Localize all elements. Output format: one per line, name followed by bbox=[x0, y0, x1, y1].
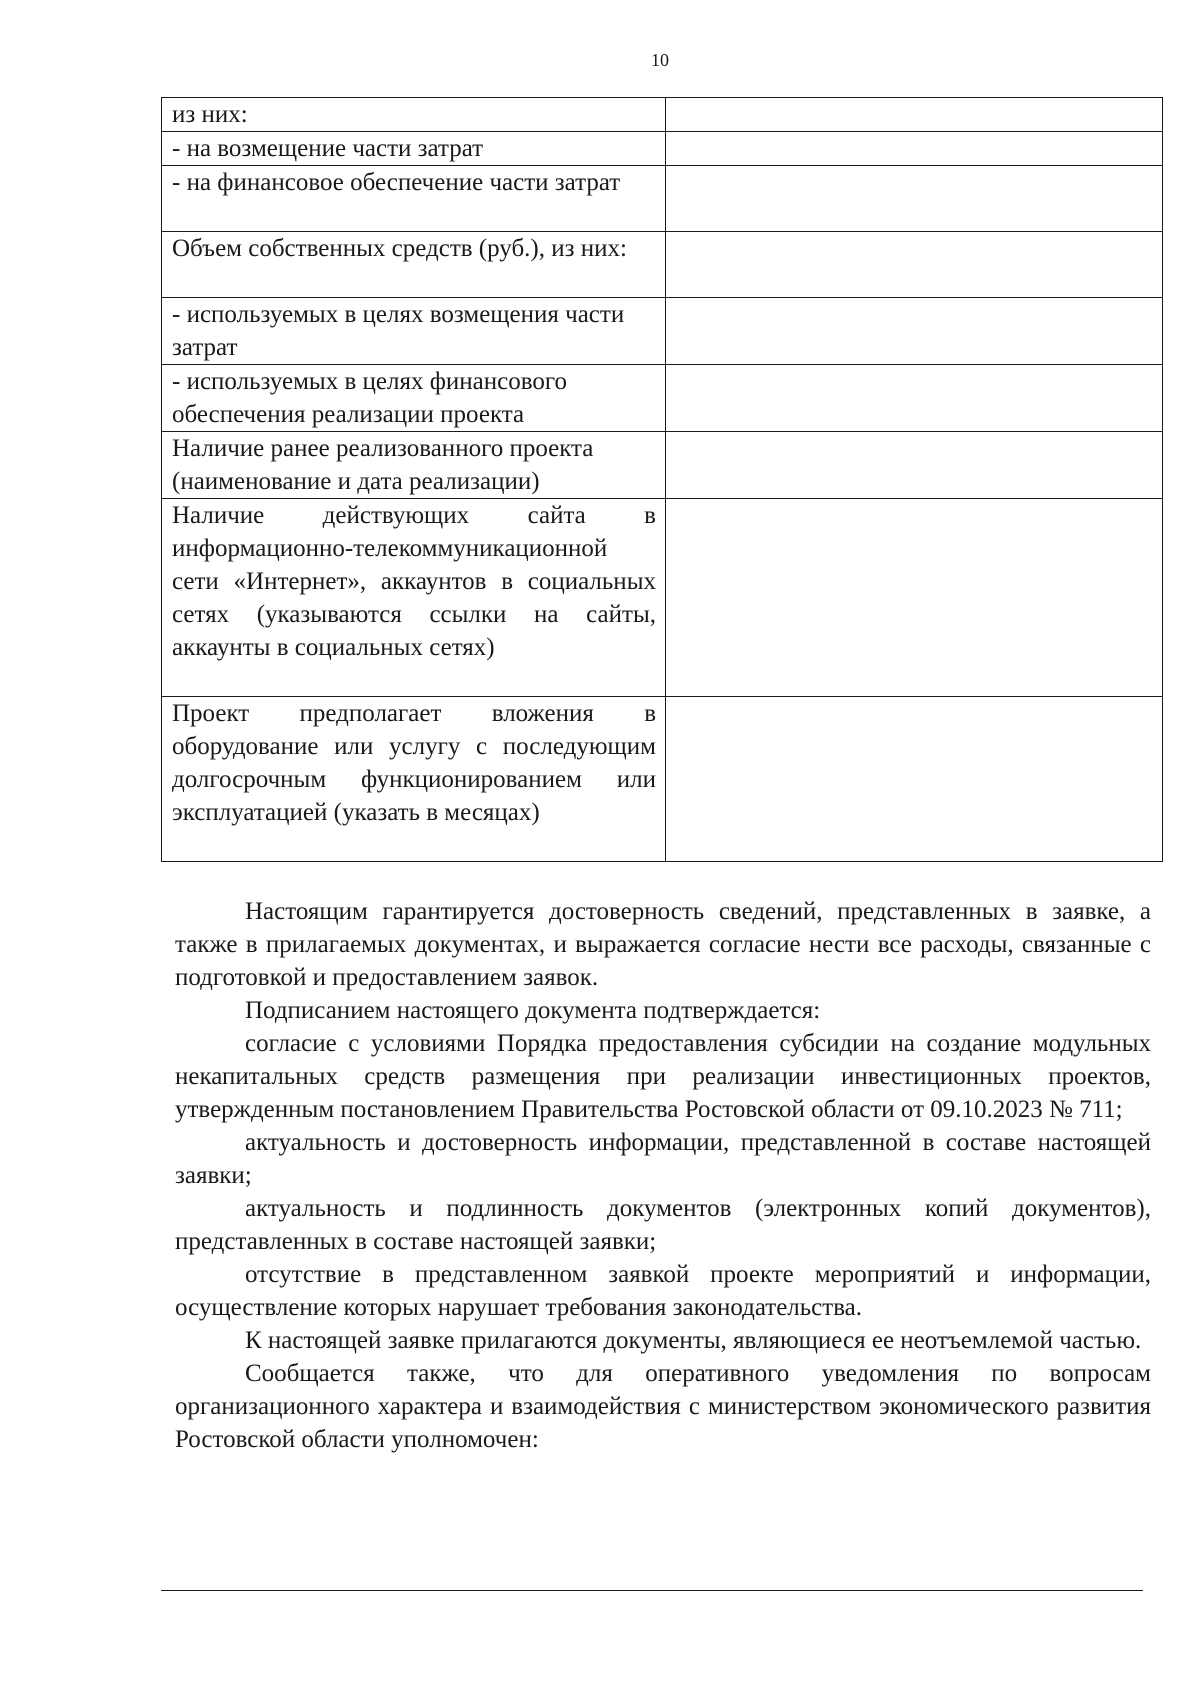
paragraph: К настоящей заявке прилагаются документы, являющиеся ее неотъемлемой частью. bbox=[245, 1327, 1142, 1354]
row-value bbox=[666, 432, 1163, 499]
table-row bbox=[162, 232, 1163, 298]
row-label: - используемых в целях финансового обеспечения реализации проекта bbox=[162, 365, 666, 432]
row-label: Проект предполагает вложения в оборудование или услугу с последующим долгосрочным функционированием или эксплуатацией (указать в месяцах) bbox=[162, 697, 666, 862]
row-value bbox=[666, 365, 1163, 432]
row-value bbox=[666, 166, 1163, 232]
application-form-table bbox=[161, 97, 1163, 862]
table-row bbox=[162, 499, 1163, 697]
table-row bbox=[162, 365, 1163, 432]
paragraph: актуальность и подлинность документов (электронных копий документов), представленных в составе настоящей заявки; bbox=[175, 1195, 1151, 1255]
table-row bbox=[162, 132, 1163, 166]
signature-line bbox=[161, 1590, 1143, 1591]
declaration-text bbox=[175, 895, 1151, 1456]
row-value bbox=[666, 298, 1163, 365]
paragraph: отсутствие в представленном заявкой проекте мероприятий и информации, осуществление которых нарушает требования законодательства. bbox=[175, 1261, 1151, 1321]
table-row bbox=[162, 98, 1163, 132]
row-label: Наличие действующих сайта в информационно-телекоммуникационной сети «Интернет», аккаунтов в социальных сетях (указываются ссылки на сайты, аккаунты в социальных сетях) bbox=[162, 499, 666, 697]
row-label: - на возмещение части затрат bbox=[162, 132, 666, 166]
paragraph: Настоящим гарантируется достоверность сведений, представленных в заявке, а также в прилагаемых документах, и выражается согласие нести все расходы, связанные с подготовкой и предоставлением заявок. bbox=[175, 898, 1151, 991]
paragraph: Сообщается также, что для оперативного уведомления по вопросам организационного характера и взаимодействия с министерством экономического развития Ростовской области уполномочен: bbox=[175, 1360, 1151, 1453]
row-value bbox=[666, 132, 1163, 166]
row-label: - используемых в целях возмещения части затрат bbox=[162, 298, 666, 365]
row-value bbox=[666, 98, 1163, 132]
table-row bbox=[162, 432, 1163, 499]
table-row bbox=[162, 298, 1163, 365]
page-number: 10 bbox=[651, 50, 669, 70]
table-row bbox=[162, 697, 1163, 862]
paragraph: согласие с условиями Порядка предоставления субсидии на создание модульных некапитальных средств размещения при реализации инвестиционных проектов, утвержденным постановлением Правительства Ростовской области от 09.10.2023 № 711; bbox=[175, 1030, 1151, 1123]
row-label: Объем собственных средств (руб.), из них: bbox=[162, 232, 666, 298]
row-label: Наличие ранее реализованного проекта (наименование и дата реализации) bbox=[162, 432, 666, 499]
row-value bbox=[666, 499, 1163, 697]
row-value bbox=[666, 232, 1163, 298]
row-value bbox=[666, 697, 1163, 862]
paragraph: актуальность и достоверность информации, представленной в составе настоящей заявки; bbox=[175, 1129, 1151, 1189]
row-label: - на финансовое обеспечение части затрат bbox=[162, 166, 666, 232]
row-label: из них: bbox=[162, 98, 666, 132]
table-row bbox=[162, 166, 1163, 232]
paragraph: Подписанием настоящего документа подтверждается: bbox=[245, 997, 821, 1024]
